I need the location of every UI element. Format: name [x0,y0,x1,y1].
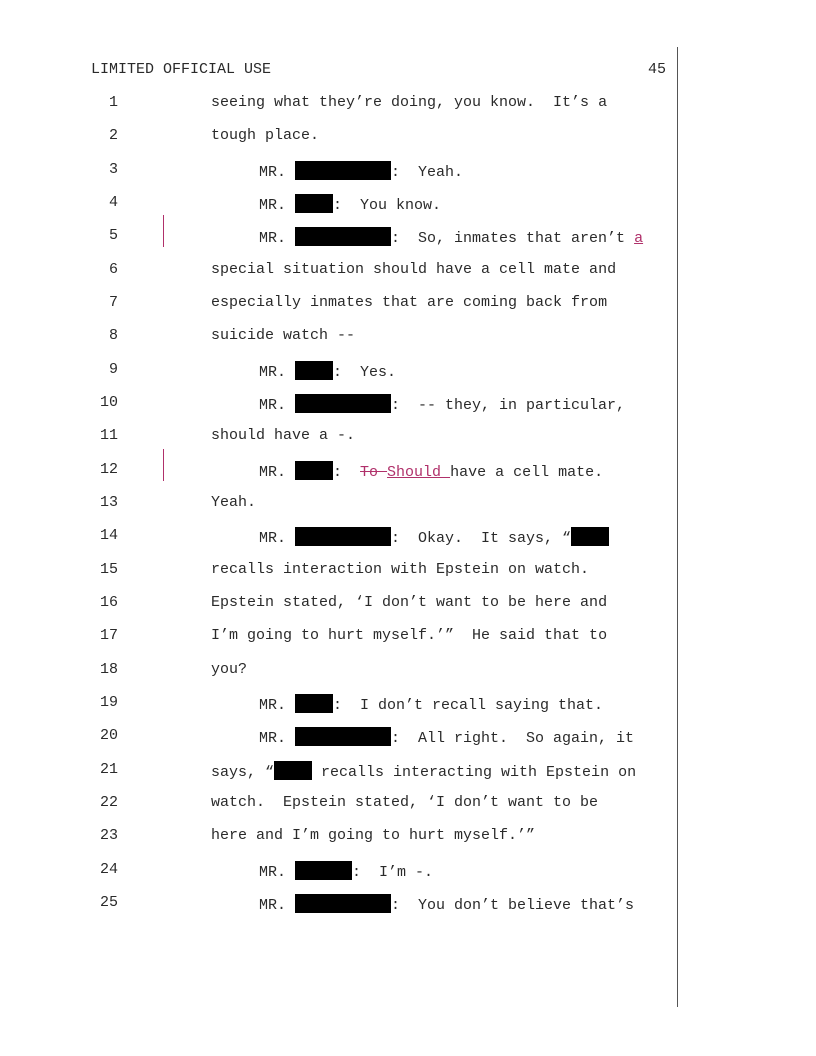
speaker-prefix: MR. [259,697,296,714]
redaction-box [295,894,391,913]
speaker-turn [259,727,634,747]
transcript-line [0,861,816,881]
speaker-prefix: MR. [259,230,296,247]
speech-text: : [333,464,361,481]
speech-text: : Okay. It says, “ [391,530,572,547]
transcript-line [0,227,816,247]
transcript-line [0,661,816,681]
tracked-insertion: Should [387,464,451,481]
line-number: 22 [99,794,118,811]
speaker-turn [259,527,609,547]
speaker-prefix: MR. [259,530,296,547]
speaker-turn [259,694,603,714]
line-text: tough place. [211,127,320,144]
line-text: you? [211,661,248,678]
line-number: 7 [108,294,118,311]
line-number: 12 [99,461,118,478]
line-number: 16 [99,594,118,611]
line-number: 14 [99,527,118,544]
transcript-line [0,694,816,714]
transcript-line [0,794,816,814]
line-number: 9 [108,361,118,378]
speech-text: says, “ [211,764,275,781]
transcript-line [0,527,816,547]
transcript-line [0,261,816,281]
speaker-turn [259,394,625,414]
speaker-prefix: MR. [259,464,296,481]
speech-text: : All right. So again, it [391,730,635,747]
line-number: 1 [108,94,118,111]
transcript-line [0,561,816,581]
speaker-prefix: MR. [259,864,296,881]
line-number: 13 [99,494,118,511]
speech-text-rest: have a cell mate. [450,464,604,481]
line-number: 3 [108,161,118,178]
speaker-turn [259,227,643,247]
transcript-line [0,94,816,114]
speaker-prefix: MR. [259,897,296,914]
revision-change-bar [163,215,164,247]
redaction-box [295,861,352,880]
speaker-turn [259,894,634,914]
transcript-line [0,194,816,214]
speech-text: : Yes. [333,364,397,381]
speaker-prefix: MR. [259,197,296,214]
redaction-box [295,227,391,246]
line-text: I’m going to hurt myself.’” He said that to [211,627,608,644]
transcript-line [0,461,816,481]
line-number: 15 [99,561,118,578]
classification-header: LIMITED OFFICIAL USE [91,61,272,78]
line-number: 17 [99,627,118,644]
transcript-line [0,161,816,181]
line-number: 4 [108,194,118,211]
transcript-line [0,427,816,447]
speech-text: : I’m -. [352,864,434,881]
tracked-insertion: a [634,230,644,247]
redaction-box [295,527,391,546]
speaker-turn [259,161,463,181]
speaker-prefix: MR. [259,364,296,381]
transcript-line [0,127,816,147]
page-number: 45 [648,61,667,78]
speech-text: : You don’t believe that’s [391,897,635,914]
line-number: 21 [99,761,118,778]
transcript-line [0,627,816,647]
speech-text: : I don’t recall saying that. [333,697,604,714]
redaction-box [274,761,312,780]
line-text: Epstein stated, ‘I don’t want to be here and [211,594,608,611]
redaction-box [295,461,333,480]
line-text: should have a -. [211,427,356,444]
line-number: 6 [108,261,118,278]
redaction-box [295,727,391,746]
speech-text: : So, inmates that aren’t [391,230,635,247]
line-text: seeing what they’re doing, you know. It’s a [211,94,608,111]
line-number: 5 [108,227,118,244]
redaction-box [295,694,333,713]
speaker-turn [259,461,603,481]
line-text [211,761,636,781]
transcript-line [0,394,816,414]
redaction-box [571,527,609,546]
line-number: 19 [99,694,118,711]
line-number: 23 [99,827,118,844]
transcript-line [0,294,816,314]
line-text: especially inmates that are coming back from [211,294,608,311]
line-text: here and I’m going to hurt myself.’” [211,827,536,844]
revision-change-bar [163,449,164,481]
transcript-line [0,594,816,614]
speaker-prefix: MR. [259,730,296,747]
speech-text: : -- they, in particular, [391,397,626,414]
line-number: 20 [99,727,118,744]
line-text: watch. Epstein stated, ‘I don’t want to be [211,794,599,811]
line-number: 2 [108,127,118,144]
line-number: 10 [99,394,118,411]
redaction-box [295,161,391,180]
transcript-line [0,327,816,347]
transcript-line [0,361,816,381]
tracked-deletion: To [360,464,388,481]
transcript-line [0,827,816,847]
line-number: 8 [108,327,118,344]
line-text: special situation should have a cell mate and [211,261,617,278]
speaker-turn [259,194,441,214]
line-number: 18 [99,661,118,678]
transcript-line [0,894,816,914]
transcript-line [0,727,816,747]
redaction-box [295,394,391,413]
speaker-prefix: MR. [259,164,296,181]
speech-text: : You know. [333,197,442,214]
line-number: 25 [99,894,118,911]
transcript-line [0,761,816,781]
transcript-line [0,494,816,514]
redaction-box [295,361,333,380]
speaker-prefix: MR. [259,397,296,414]
speech-text-rest: recalls interacting with Epstein on [312,764,637,781]
line-text: recalls interaction with Epstein on watch. [211,561,590,578]
line-text: suicide watch -- [211,327,356,344]
line-number: 24 [99,861,118,878]
speaker-turn [259,861,433,881]
speaker-turn [259,361,396,381]
line-number: 11 [99,427,118,444]
speech-text: : Yeah. [391,164,464,181]
redaction-box [295,194,333,213]
line-text: Yeah. [211,494,257,511]
